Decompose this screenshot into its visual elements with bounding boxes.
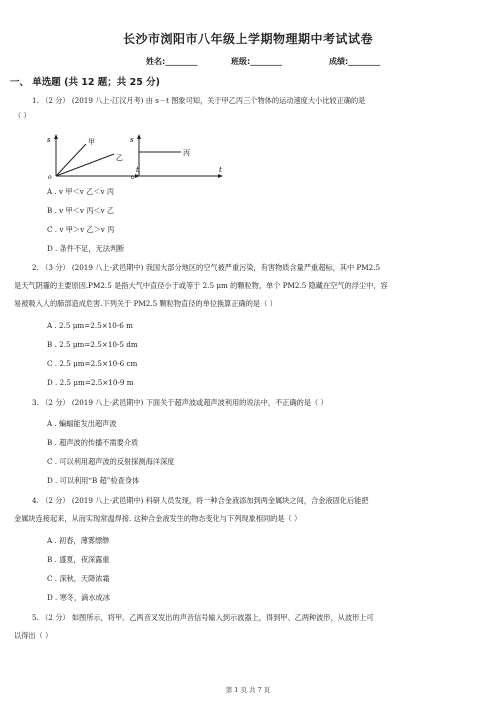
q4-option-b: B . 盛夏，夜深露重 xyxy=(47,555,110,564)
series-line-yi xyxy=(56,154,114,176)
origin-label: o xyxy=(131,174,135,180)
q3-option-b: B . 超声波的传播不需要介质 xyxy=(47,438,139,447)
q5-stem-cont: 以得出（ ） xyxy=(14,631,53,640)
q4-option-c: C . 深秋，天降浓霜 xyxy=(47,574,110,583)
x-arrow xyxy=(218,174,223,178)
y-arrow xyxy=(54,134,58,139)
y-arrow xyxy=(137,134,141,139)
q3-option-d: D . 可以利用“B 超”检查身体 xyxy=(47,476,140,485)
series-label-bing: 丙 xyxy=(183,149,190,157)
q2-option-b: B . 2.5 μm=2.5×10-5 dm xyxy=(47,340,138,349)
q4-option-d: D . 寒冬，滴水成冰 xyxy=(47,593,110,602)
score-field: 成绩:________ xyxy=(329,57,381,66)
q1-option-b: B . v 甲＜v 丙＜v 乙 xyxy=(47,206,115,215)
x-axis-label: t xyxy=(136,166,139,174)
y-axis-label: s xyxy=(130,136,134,144)
q4-stem: 4. （2 分） (2019 八上·武邑期中) 科研人员发现，将一种合金液添加到两金属块之间，合金液固化后能把 xyxy=(32,496,369,505)
q1-option-a: A . v 甲＜v 乙＜v 丙 xyxy=(47,187,115,196)
q1-stem-cont: （ ） xyxy=(14,111,31,120)
q2-stem: 2. （3 分） (2019 八上·武邑期中) 我国大部分地区的空气被严重污染，有害物质含量严重超标，其中 PM2.5 xyxy=(32,263,381,272)
series-label-yi: 乙 xyxy=(116,154,123,162)
q2-option-d: D . 2.5 μm=2.5×10-9 m xyxy=(47,378,134,387)
q4-stem-cont: 金属块连接起来，从而实现常温焊接. 这种合金液发生的物态变化与下列现象相同的是（ ） xyxy=(14,514,302,523)
q3-option-c: C . 可以利用超声波的反射探测海洋深度 xyxy=(47,457,175,466)
q4-option-a: A . 初春，薄雾缥缈 xyxy=(47,536,110,545)
q2-option-c: C . 2.5 μm=2.5×10-6 cm xyxy=(47,359,138,368)
page-title: 长沙市浏阳市八年级上学期物理期中考试试卷 xyxy=(122,32,373,46)
series-label-jia: 甲 xyxy=(88,138,95,146)
q1-option-d: D . 条件不足，无法判断 xyxy=(47,244,125,253)
section-heading: 一、 单选题 (共 12 题；共 25 分) xyxy=(10,77,160,88)
q1-option-c: C . v 甲＞v 乙＞v 丙 xyxy=(47,225,115,234)
page-footer: 第 1 页 共 7 页 xyxy=(225,686,271,694)
q3-stem: 3. （2 分） (2019 八上·武邑期中) 下面关于超声波或超声波利用的说法中，不正确的是（ ） xyxy=(32,398,328,407)
q5-stem: 5. （2 分） 如图所示，将甲、乙两音叉发出的声音信号输入到示波器上，得到甲、乙两种波形，从波形上可 xyxy=(32,613,374,622)
q3-option-a: A . 蝙蝠能发出超声波 xyxy=(47,419,117,428)
y-axis-label: s xyxy=(47,136,51,144)
q2-option-a: A . 2.5 μm=2.5×10-6 m xyxy=(47,321,133,330)
q2-stem-cont-2: 易被吸入人的肺部造成危害.下列关于 PM2.5 颗粒物直径的单位换算正确的是（ ） xyxy=(14,299,277,308)
name-field: 姓名:________ xyxy=(146,57,198,66)
q1-stem: 1. （2 分） (2019 八上·江汉月考) 由 s－t 图象可知，关于甲乙丙三个物体的运动速度大小比较正确的是 xyxy=(32,96,366,105)
origin-label: o xyxy=(48,174,52,180)
class-field: 班级:________ xyxy=(231,57,283,66)
x-axis-label: t xyxy=(219,166,222,174)
q1-graph-2 xyxy=(127,132,227,180)
q2-stem-cont-1: 是天气阴霾的主要原因.PM2.5 是指大气中直径小于或等于 2.5 μm 的颗粒物，单个 PM2.5 隐藏在空气的浮尘中，容 xyxy=(14,281,388,290)
series-line-jia xyxy=(56,144,86,176)
